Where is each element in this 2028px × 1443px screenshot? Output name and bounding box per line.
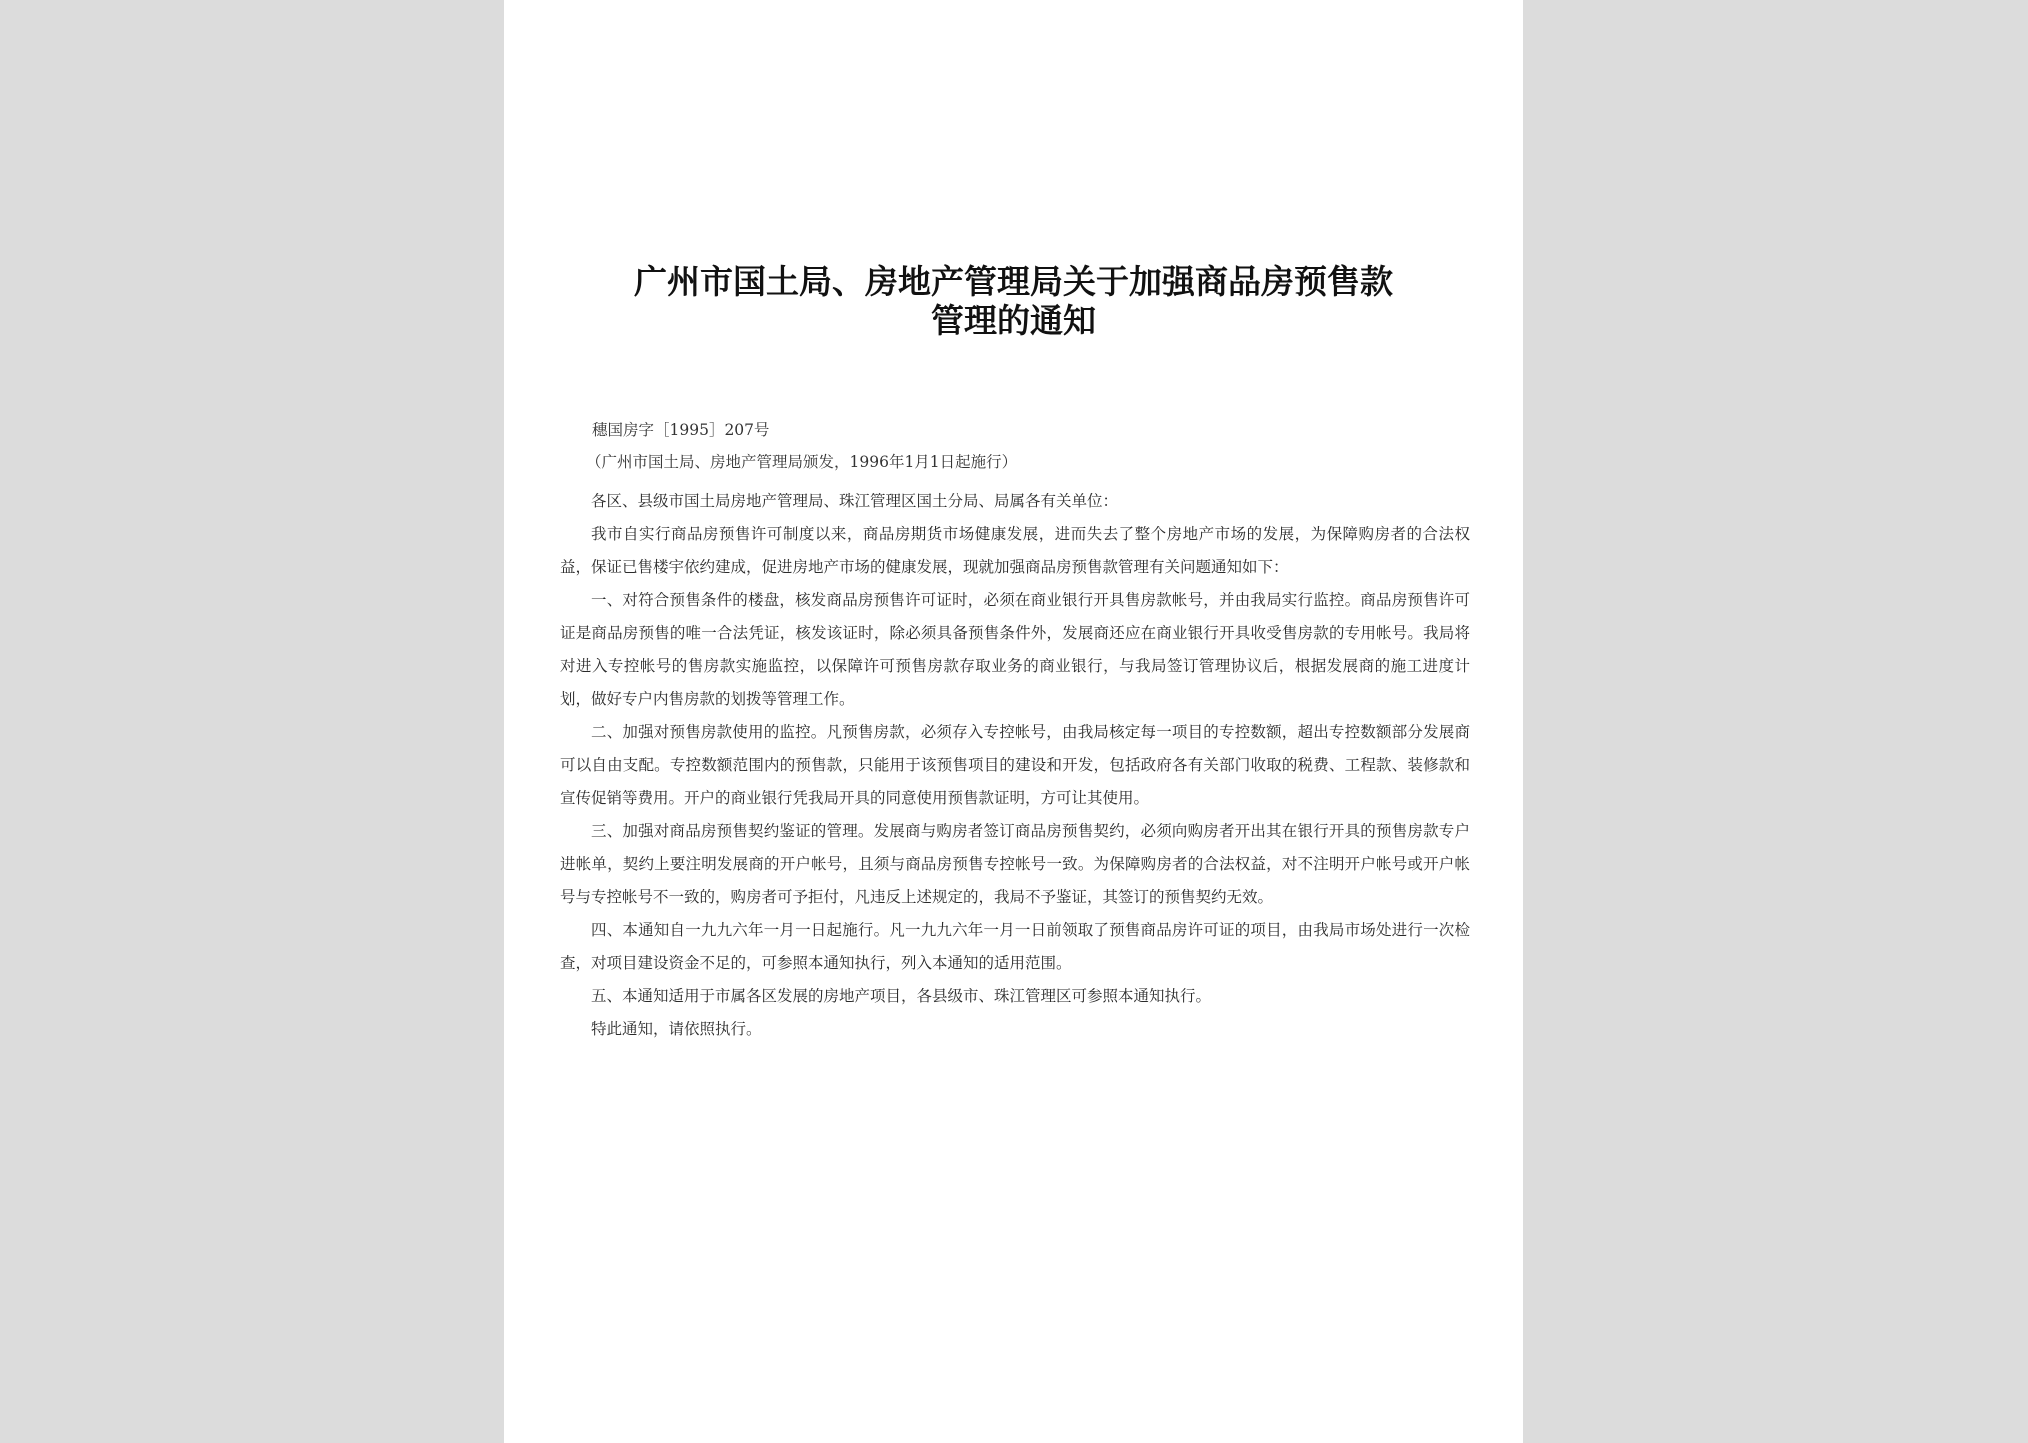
document-title (564, 262, 1463, 340)
paragraph-item-4: 四、本通知自一九九六年一月一日起施行。凡一九九六年一月一日前领取了预售商品房许可证的项目，由我局市场处进行一次检查，对项目建设资金不足的，可参照本通知执行，列入本通知的适用范围。 (560, 921, 1470, 972)
document-body (560, 485, 1470, 1046)
title-line-1: 广州市国土局、房地产管理局关于加强商品房预售款 (634, 262, 1393, 301)
paragraph-item-1: 一、对符合预售条件的楼盘，核发商品房预售许可证时，必须在商业银行开具售房款帐号，并由我局实行监控。商品房预售许可证是商品房预售的唯一合法凭证，核发该证时，除必须具备预售条件外，发展商还应在商业银行开具收受售房款的专用帐号。我局将对进入专控帐号的售房款实施监控，以保障许可预售房款存取业务的商业银行，与我局签订管理协议后，根据发展商的施工进度计划，做好专户内售房款的划拨等管理工作。 (560, 591, 1470, 708)
title-line-2: 管理的通知 (931, 301, 1096, 340)
paragraph-item-3: 三、加强对商品房预售契约鉴证的管理。发展商与购房者签订商品房预售契约，必须向购房者开出其在银行开具的预售房款专户进帐单，契约上要注明发展商的开户帐号，且须与商品房预售专控帐号一致。为保障购房者的合法权益，对不注明开户帐号或开户帐号与专控帐号不一致的，购房者可予拒付，凡违反上述规定的，我局不予鉴证，其签订的预售契约无效。 (560, 822, 1470, 906)
issuer-note: （广州市国土局、房地产管理局颁发，1996年1月1日起施行） (586, 453, 1018, 471)
document-page (504, 0, 1523, 1443)
paragraph-intro: 我市自实行商品房预售许可制度以来，商品房期货市场健康发展，进而失去了整个房地产市场的发展，为保障购房者的合法权益，保证已售楼宇依约建成，促进房地产市场的健康发展，现就加强商品房预售款管理有关问题通知如下： (560, 525, 1470, 576)
paragraph-closing: 特此通知，请依照执行。 (591, 1020, 762, 1038)
paragraph-salutation: 各区、县级市国土局房地产管理局、珠江管理区国土分局、局属各有关单位： (591, 492, 1119, 510)
paragraph-item-2: 二、加强对预售房款使用的监控。凡预售房款，必须存入专控帐号，由我局核定每一项目的专控数额，超出专控数额部分发展商可以自由支配。专控数额范围内的预售款，只能用于该预售项目的建设和开发，包括政府各有关部门收取的税费、工程款、装修款和宣传促销等费用。开户的商业银行凭我局开具的同意使用预售款证明，方可让其使用。 (560, 723, 1470, 807)
document-number: 穗国房字［1995］207号 (592, 421, 770, 439)
paragraph-item-5: 五、本通知适用于市属各区发展的房地产项目，各县级市、珠江管理区可参照本通知执行。 (591, 987, 1212, 1005)
